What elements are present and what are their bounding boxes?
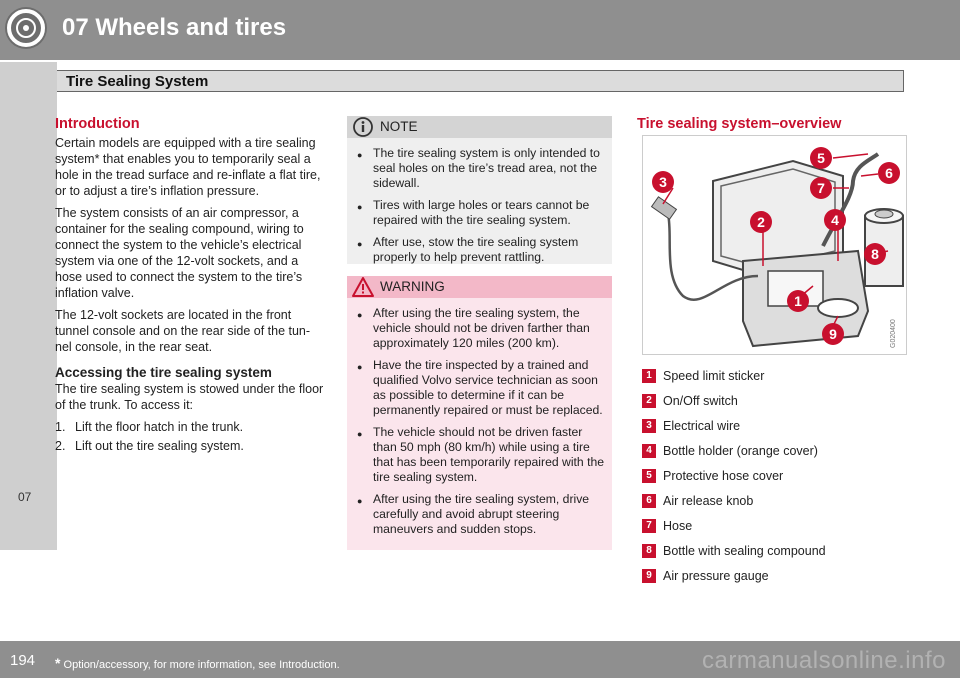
legend-label: Hose [663, 518, 693, 533]
legend-item [642, 363, 912, 388]
image-code: G020400 [890, 319, 897, 348]
intro-paragraph: The system consists of an air compressor, a container for the sealing compound, wiring to connect the system to the vehicle’s electrical system via one of the 12-volt sockets, and a hose used to connect the system to the tire’s inflation valve. [55, 206, 304, 300]
tire-sealing-kit-illustration [642, 135, 907, 355]
note-box [347, 116, 612, 264]
callout-label: 2 [757, 214, 765, 230]
callout-label: 8 [871, 246, 879, 262]
warning-box [347, 276, 612, 550]
callout-1 [787, 290, 809, 312]
callout-label: 3 [659, 174, 667, 190]
legend-number: 3 [642, 419, 656, 433]
note-item [355, 146, 604, 191]
warning-item [355, 425, 604, 485]
section-title: Tire Sealing System [66, 73, 209, 90]
overview-legend [642, 363, 912, 588]
legend-number: 2 [642, 394, 656, 408]
callout-6 [878, 162, 900, 184]
overview-column [637, 116, 907, 135]
legend-number: 6 [642, 494, 656, 508]
legend-item [642, 563, 912, 588]
legend-label: Air pressure gauge [663, 568, 769, 583]
side-tab-label: 07 [18, 490, 32, 504]
access-text: The tire sealing system is stowed under the floor of the trunk. To access it: [55, 382, 324, 412]
legend-number: 5 [642, 469, 656, 483]
callout-5 [810, 147, 832, 169]
note-item-text: After use, stow the tire sealing system properly to help prevent rattling. [373, 235, 579, 264]
legend-label: Protective hose cover [663, 468, 784, 483]
callout-3 [652, 171, 674, 193]
page-number: 194 [10, 652, 36, 669]
legend-label: Speed limit sticker [663, 368, 765, 383]
bullet-icon: ● [357, 362, 363, 372]
legend-label: Bottle holder (orange cover) [663, 443, 818, 458]
footnote-text: Option/accessory, for more information, see Introduction. [63, 659, 340, 671]
bullet-icon: ● [357, 239, 363, 249]
legend-label: On/Off switch [663, 393, 738, 408]
intro-paragraph: Certain models are equipped with a tire sealing system* that enables you to temporarily seal a hole in the tread surface and re-inflate a flat tire, or to adjust a tire’s inflation pressure. [55, 136, 321, 198]
step-item [55, 438, 325, 454]
note-item-text: Tires with large holes or tears cannot be repaired with the tire sealing system. [373, 198, 590, 227]
legend-number: 9 [642, 569, 656, 583]
warning-title: WARNING [380, 279, 445, 294]
note-item [355, 198, 604, 228]
step-text: Lift out the tire sealing system. [75, 439, 244, 453]
bullet-icon: ● [357, 202, 363, 212]
legend-number: 7 [642, 519, 656, 533]
callout-label: 4 [831, 212, 839, 228]
legend-item [642, 513, 912, 538]
legend-label: Bottle with sealing compound [663, 543, 826, 558]
intro-paragraph: The 12-volt sockets are located in the front tunnel console and on the rear side of the tun-nel console, in the rear seat. [55, 308, 311, 354]
legend-number: 4 [642, 444, 656, 458]
warning-triangle-icon [351, 276, 375, 298]
chapter-title: 07 Wheels and tires [62, 14, 287, 41]
callout-9 [822, 323, 844, 345]
note-list [347, 138, 612, 265]
warning-header [347, 276, 612, 298]
note-item [355, 235, 604, 265]
legend-item [642, 538, 912, 563]
callout-label: 1 [794, 293, 802, 309]
info-icon [351, 116, 375, 138]
overview-heading: Tire sealing system–overview [637, 116, 842, 132]
bullet-icon: ● [357, 429, 363, 439]
callout-2 [750, 211, 772, 233]
chapter-header [0, 0, 960, 60]
page-footer [0, 641, 960, 678]
callout-7 [810, 177, 832, 199]
warning-item [355, 358, 604, 418]
legend-item [642, 438, 912, 463]
warning-item-text: After using the tire sealing system, the vehicle should not be driven farther than approximately 120 miles (200 km). [373, 306, 590, 350]
access-steps [55, 419, 325, 454]
callout-8 [864, 243, 886, 265]
callout-label: 9 [829, 326, 837, 342]
note-item-text: The tire sealing system is only intended to seal holes on the tire’s tread area, not the sidewall. [373, 146, 600, 190]
legend-item [642, 413, 912, 438]
warning-item [355, 492, 604, 537]
warning-item-text: Have the tire inspected by a trained and qualified Volvo service technician as soon as possible to determine if it can be permanently repaired or must be replaced. [373, 358, 603, 417]
chapter-side-tab [0, 62, 57, 550]
watermark: carmanualsonline.info [702, 647, 946, 674]
section-title-bar [56, 70, 904, 92]
legend-number: 1 [642, 369, 656, 383]
legend-label: Air release knob [663, 493, 754, 508]
warning-list [347, 298, 612, 537]
introduction-column [55, 116, 325, 454]
access-heading: Accessing the tire sealing system [55, 365, 272, 380]
legend-item [642, 463, 912, 488]
tire-icon [4, 6, 48, 50]
callout-label: 6 [885, 165, 893, 181]
callout-label: 5 [817, 150, 825, 166]
bullet-icon: ● [357, 150, 363, 160]
bullet-icon: ● [357, 496, 363, 506]
legend-item [642, 388, 912, 413]
legend-number: 8 [642, 544, 656, 558]
callout-label: 7 [817, 180, 825, 196]
introduction-heading: Introduction [55, 116, 140, 132]
kit-drawing [643, 136, 906, 354]
footnote [55, 655, 340, 671]
step-number: 2. [55, 439, 66, 453]
note-header [347, 116, 612, 138]
note-title: NOTE [380, 119, 418, 134]
legend-item [642, 488, 912, 513]
warning-item-text: After using the tire sealing system, drive carefully and avoid abrupt steering maneuvers and sudden stops. [373, 492, 590, 536]
legend-label: Electrical wire [663, 418, 741, 433]
step-text: Lift the floor hatch in the trunk. [75, 420, 244, 434]
step-number: 1. [55, 420, 66, 434]
bullet-icon: ● [357, 310, 363, 320]
warning-item [355, 306, 604, 351]
callout-4 [824, 209, 846, 231]
warning-item-text: The vehicle should not be driven faster than 50 mph (80 km/h) while using a tire that has been temporarily repaired with the tire sealing system. [373, 425, 605, 484]
footnote-asterisk: * [55, 655, 61, 671]
step-item [55, 419, 325, 435]
